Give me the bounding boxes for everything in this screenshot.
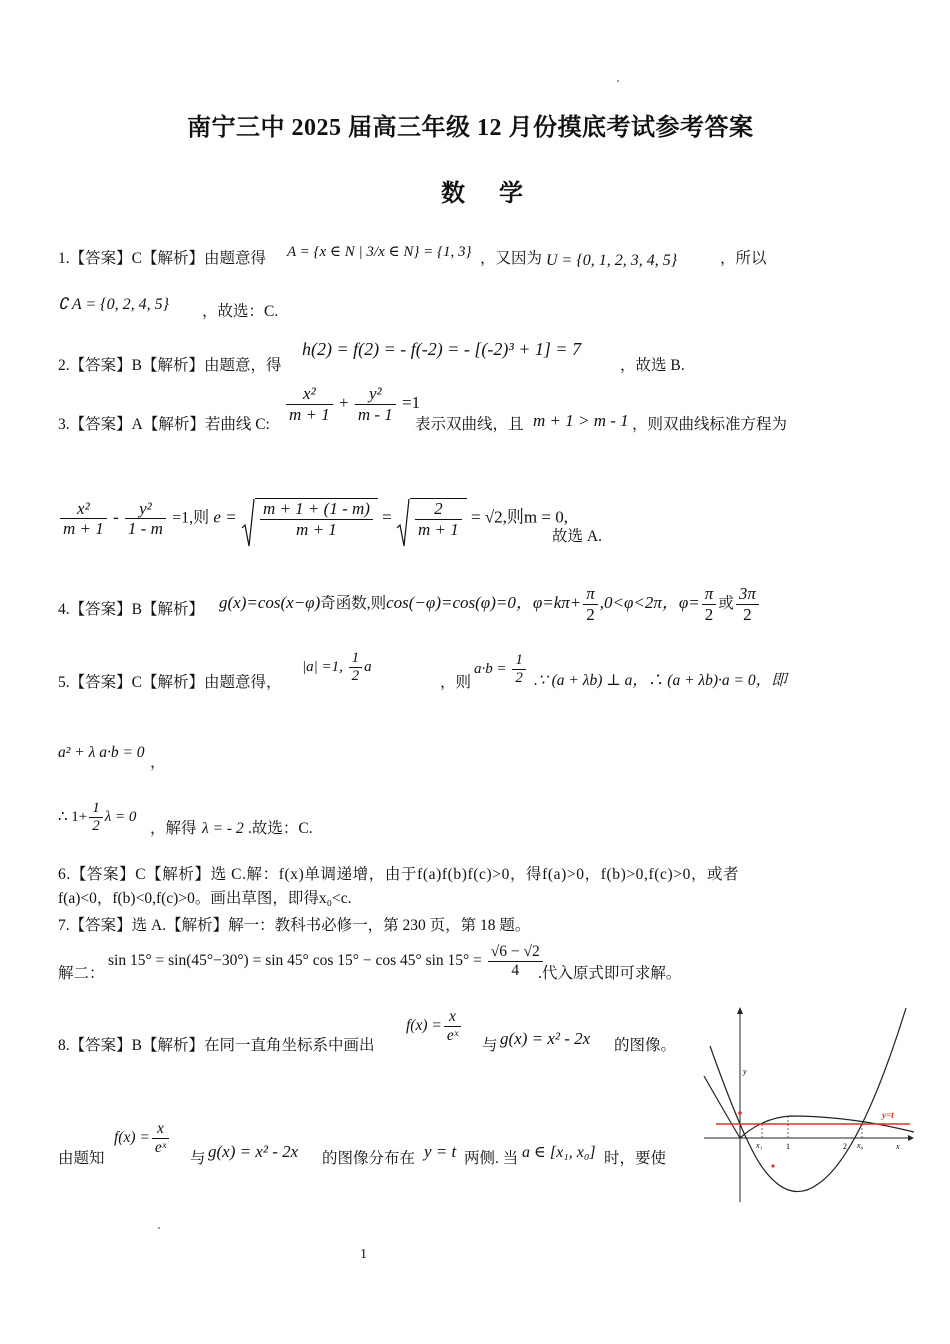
q5-solve: ，解得 — [150, 820, 197, 837]
q4-range: ,0<φ<2π，φ= — [599, 592, 700, 612]
q3-e-eq: = — [382, 507, 392, 527]
q5-line2: a² + λ a·b = 0 — [58, 744, 145, 761]
q3-mid: 表示双曲线，且 — [415, 416, 524, 433]
q3-end: 故选 A. — [552, 528, 602, 545]
q3-sqrt-2 — [396, 498, 467, 539]
q4-pi: π — [583, 584, 598, 605]
q5-comma: ， — [150, 754, 166, 771]
q3-plus: + — [339, 392, 349, 412]
q7-lead2: 解二： — [58, 965, 105, 982]
q4-two-2: 2 — [704, 604, 714, 624]
tick-1: 1 — [786, 1142, 790, 1151]
q3-result: = √2,则m = 0, — [471, 507, 568, 527]
q6-line1: 6.【答案】C【解析】选 C.解：f(x)单调递增，由于f(a)f(b)f(c)>0，得f(a)>0，f(b)>0,f(c)>0，或者 — [58, 866, 740, 883]
x-axis-arrow-icon — [908, 1135, 914, 1141]
x-axis-label: x — [896, 1142, 900, 1151]
q3-std-den2: 1 - m — [127, 519, 163, 539]
q7-end: .代入原式即可求解。 — [538, 965, 682, 982]
q5-ab — [474, 652, 528, 688]
q2-formula: h(2) = f(2) = - f(-2) = - [(-2)³ + 1] = 7 — [302, 339, 582, 359]
q3-curve-num1: x² — [286, 384, 333, 405]
q3-minus: - — [113, 507, 119, 527]
q8-tail: 的图像。 — [614, 1037, 677, 1054]
q5-line3-num: 1 — [89, 800, 103, 818]
q3-e-rad2-num: 2 — [415, 499, 462, 520]
q4-or: 或 — [718, 594, 734, 612]
page-number: 1 — [360, 1247, 367, 1262]
tick-x1: x₁ — [756, 1141, 763, 1150]
y-axis-arrow-icon — [737, 1007, 743, 1014]
q7-num: √6 − √2 — [488, 943, 543, 962]
q3-lead: 3.【答案】A【解析】若曲线 C: — [58, 416, 270, 433]
q3-std-num2: y² — [125, 499, 166, 520]
q8-f-label-2: f(x) = — [114, 1128, 150, 1146]
q8-with: 与 — [482, 1037, 498, 1054]
q3-e-rad2-den: m + 1 — [418, 519, 459, 539]
q8-f-den-2: eˣ — [154, 1138, 167, 1156]
y-axis-label: y — [743, 1067, 747, 1076]
q3-e-label: e = — [213, 507, 237, 527]
speck-bottom — [158, 1227, 160, 1229]
speck-top — [617, 80, 619, 82]
q5-end: .故选：C. — [248, 820, 313, 837]
q8-interval: a ∈ [x₁, x₀] — [522, 1144, 596, 1161]
point-t — [738, 1111, 742, 1115]
q4-lead: 4.【答案】B【解析】 — [58, 601, 204, 618]
q8-f-den: eˣ — [446, 1026, 459, 1044]
subject-heading: 数 学 — [441, 181, 537, 207]
radical-icon — [396, 498, 410, 548]
q8-g-2: g(x) = x² - 2x — [208, 1142, 299, 1161]
q4-mid: 奇函数,则 — [320, 594, 387, 612]
q1-mid: ，又因为 — [480, 250, 543, 267]
q3-curve-den1: m + 1 — [289, 404, 330, 424]
q4-formula2: cos(−φ)=cos(φ)=0，φ=kπ+ — [386, 592, 582, 612]
q3-eq1: =1 — [402, 392, 421, 412]
q2-lead: 2.【答案】B【解析】由题意，得 — [58, 357, 282, 374]
q6-line2: f(a)<0，f(b)<0,f(c)>0。画出草图，即得x₀<c. — [58, 890, 352, 907]
q3-std-eq-text: =1,则 — [172, 509, 210, 527]
q2-end: ，故选 B. — [620, 357, 685, 374]
q3-e-rad-num: m + 1 + (1 - m) — [260, 499, 373, 520]
q3-curve-den2: m - 1 — [357, 404, 393, 424]
q3-sqrt-1 — [241, 498, 378, 539]
q8-with-2: 与 — [190, 1150, 206, 1167]
q3-curve-num2: y² — [355, 384, 396, 405]
q3-tail: ，则双曲线标准方程为 — [632, 416, 788, 433]
q1-complement: ∁ A = {0, 2, 4, 5} — [58, 296, 169, 313]
q8-f-label: f(x) = — [406, 1016, 442, 1034]
q7-den: 4 — [511, 961, 520, 979]
q5-half-num: 1 — [349, 650, 363, 668]
q5-ab-label: a·b = — [474, 661, 507, 678]
q5-line3 — [58, 800, 136, 836]
q5-part1: |a| =1, $\frac{1}{2}$ a — [302, 650, 372, 685]
q4-line — [219, 584, 761, 624]
q5-line3-post: λ = 0 — [104, 809, 137, 826]
q7-formula: sin 15° = sin(45°−30°) = sin 45° cos 15° − cos 45° sin 15° = — [108, 951, 482, 969]
q3-std-eq — [58, 498, 568, 539]
q5-ab-den: 2 — [515, 670, 523, 687]
tick-x0: x₀ — [857, 1141, 864, 1150]
q7-line1: 7.【答案】选 A.【解析】解一：教科书必修一，第 230 页，第 18 题。 — [58, 917, 531, 934]
q8-line2-lead: 由题知 — [58, 1150, 105, 1167]
q8-f-2 — [114, 1120, 171, 1157]
q3-cond: m + 1 > m - 1 — [533, 411, 629, 430]
q1-tail: ，所以 — [720, 250, 767, 267]
q5-lead: 5.【答案】C【解析】由题意得， — [58, 674, 282, 691]
q3-curve — [284, 384, 420, 424]
q4-formula: g(x)=cos(x−φ) — [219, 592, 321, 612]
q7-formula-line — [108, 943, 545, 980]
q8-line2-tail: 两侧. 当 — [464, 1150, 519, 1167]
curve-g — [710, 1008, 906, 1192]
q4-threepi: 3π — [736, 584, 759, 605]
q5-abs-a: |a| =1, — [302, 659, 343, 676]
q8-lead: 8.【答案】B【解析】在同一直角坐标系中画出 — [58, 1037, 375, 1054]
q1-set-u: U = {0, 1, 2, 3, 4, 5} — [546, 252, 678, 269]
q8-f-num: x — [444, 1008, 461, 1027]
q8-f — [406, 1008, 463, 1045]
page-title: 南宁三中 2025 届高三年级 12 月份摸底考试参考答案 — [187, 115, 754, 141]
q5-ab-num: 1 — [512, 652, 526, 670]
q5-since: .∵ (a + λb) ⊥ a，∴ (a + λb)·a = 0，即 — [534, 672, 787, 689]
q8-line2-end: 时，要使 — [604, 1150, 667, 1167]
radical-icon — [241, 498, 255, 548]
q5-lambda: λ = - 2 — [202, 820, 244, 837]
q1-lead: 1.【答案】C【解析】由题意得 — [58, 250, 266, 267]
q5-line3-den: 2 — [92, 818, 100, 835]
q5-line3-pre: ∴ 1+ — [58, 809, 88, 826]
curve-f — [704, 1076, 914, 1138]
q3-std-den1: m + 1 — [63, 519, 104, 539]
q5-mid: ，则 — [440, 674, 472, 691]
q1-end: ，故选：C. — [202, 303, 279, 320]
q3-e-rad-den: m + 1 — [296, 519, 337, 539]
tick-2: 2 — [843, 1142, 847, 1151]
q8-yt: y = t — [424, 1142, 457, 1161]
point-x1 — [771, 1164, 774, 1167]
q8-f-num-2: x — [152, 1120, 169, 1139]
line-y-t-label: y=t — [882, 1110, 894, 1120]
q8-g: g(x) = x² - 2x — [500, 1029, 591, 1048]
q8-graph — [700, 1006, 916, 1206]
q4-two-3: 2 — [743, 604, 752, 624]
q4-pi-2: π — [702, 584, 717, 605]
q5-half-den: 2 — [351, 668, 360, 685]
q4-two: 2 — [586, 604, 595, 624]
q3-std-num1: x² — [60, 499, 107, 520]
q1-set-a: A = {x ∈ N | 3/x ∈ N} = {1, 3} — [287, 244, 472, 260]
q8-line2-mid: 的图像分布在 — [322, 1150, 416, 1167]
